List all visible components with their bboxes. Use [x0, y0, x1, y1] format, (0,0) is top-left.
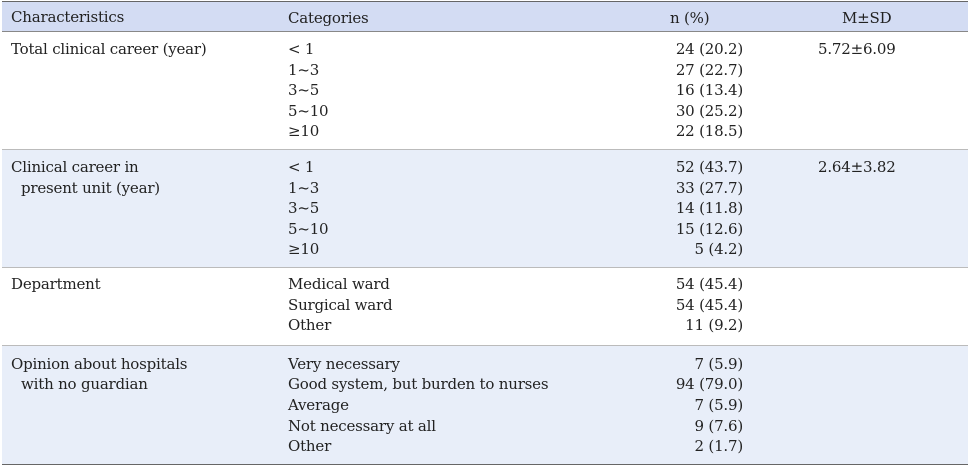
- row-label: with no guardian: [21, 375, 148, 394]
- category-label: Very necessary: [288, 354, 400, 373]
- table-row: [2, 345, 968, 464]
- table-header-row: [2, 2, 968, 32]
- table-row: [2, 32, 968, 150]
- count-value: 16 (13.4): [675, 81, 743, 100]
- count-value: 27 (22.7): [675, 60, 743, 79]
- category-label: Other: [288, 316, 332, 335]
- category-label: Other: [288, 437, 332, 456]
- category-label: Not necessary at all: [288, 416, 436, 435]
- count-value: 15 (12.6): [675, 219, 743, 238]
- category-label: Medical ward: [288, 274, 390, 293]
- category-label: 1~3: [288, 60, 320, 79]
- msd-value: 2.64±3.82: [818, 157, 896, 176]
- count-value: 9 (7.6): [694, 416, 743, 435]
- row-label: Opinion about hospitals: [11, 354, 188, 373]
- category-label: 5~10: [288, 219, 329, 238]
- count-value: 24 (20.2): [675, 40, 743, 58]
- table-row: [2, 267, 968, 345]
- table-row: [2, 149, 968, 267]
- count-value: 52 (43.7): [675, 157, 743, 176]
- category-label: 1~3: [288, 178, 320, 197]
- characteristics-table: [2, 1, 968, 465]
- header-n-pct: n (%): [670, 9, 710, 27]
- count-value: 7 (5.9): [694, 354, 743, 373]
- row-label: Total clinical career (year): [11, 40, 207, 58]
- count-value: 11 (9.2): [685, 316, 743, 335]
- category-label: Good system, but burden to nurses: [288, 375, 549, 394]
- category-label: < 1: [288, 157, 315, 176]
- row-label: Department: [11, 274, 101, 293]
- category-label: ≥10: [288, 240, 320, 259]
- msd-value: 5.72±6.09: [818, 40, 896, 58]
- count-value: 2 (1.7): [694, 437, 743, 456]
- category-label: ≥10: [288, 122, 320, 141]
- category-label: 3~5: [288, 199, 320, 218]
- category-label: Average: [288, 395, 349, 414]
- count-value: 33 (27.7): [675, 178, 743, 197]
- header-m-sd: M±SD: [842, 9, 892, 27]
- category-label: Surgical ward: [288, 295, 393, 314]
- row-label: Clinical career in: [11, 157, 139, 176]
- count-value: 14 (11.8): [675, 199, 743, 218]
- header-categories: Categories: [288, 9, 369, 27]
- count-value: 22 (18.5): [675, 122, 743, 141]
- count-value: 7 (5.9): [694, 395, 743, 414]
- header-characteristics: Characteristics: [11, 7, 125, 26]
- count-value: 54 (45.4): [675, 274, 743, 293]
- category-label: 5~10: [288, 101, 329, 120]
- category-label: < 1: [288, 40, 315, 58]
- count-value: 5 (4.2): [694, 240, 743, 259]
- category-label: 3~5: [288, 81, 320, 100]
- count-value: 30 (25.2): [675, 101, 743, 120]
- count-value: 54 (45.4): [675, 295, 743, 314]
- count-value: 94 (79.0): [675, 375, 743, 394]
- row-label: present unit (year): [21, 178, 160, 197]
